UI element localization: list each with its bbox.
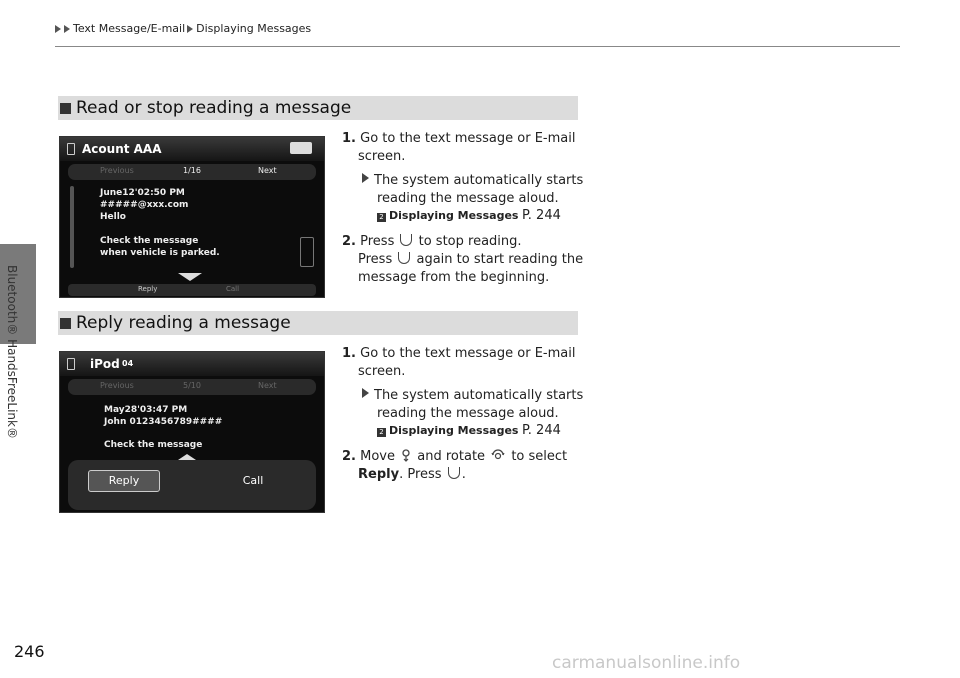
press-button-icon [400, 234, 412, 246]
breadcrumb-arrow-icon [64, 25, 70, 33]
step-1 [342, 345, 575, 363]
step-2 [342, 233, 522, 251]
step-text: to stop reading. [418, 234, 522, 249]
screen-image [59, 351, 325, 513]
step-text: Press [360, 234, 395, 249]
step-text-line [358, 251, 583, 269]
message-tabs [68, 379, 316, 395]
cross-reference[interactable] [377, 423, 561, 438]
side-button-icon [300, 237, 314, 267]
step-text: and rotate [417, 449, 486, 464]
step-text: Go to the text message or E-mail [360, 346, 576, 361]
message-body: Check the message [104, 440, 203, 450]
breadcrumb-item[interactable]: Text Message/E-mail [73, 22, 186, 35]
step-text: Go to the text message or E-mail [360, 131, 576, 146]
section-heading [58, 311, 578, 335]
result-text: reading the message aloud. [377, 191, 559, 206]
breadcrumb-arrow-icon [187, 25, 193, 33]
message-subject: Hello [100, 212, 126, 222]
tab-previous: Previous [100, 166, 134, 175]
reference-title: Displaying Messages [389, 424, 519, 437]
press-button-icon [398, 252, 410, 264]
message-tabs [68, 164, 316, 180]
rotate-knob-icon [491, 448, 505, 462]
phone-icon [67, 358, 75, 370]
result-arrow-icon [362, 388, 369, 398]
step-number: 1. [342, 346, 356, 361]
breadcrumb [55, 22, 313, 35]
heading-bullet-icon [60, 318, 71, 329]
chapter-label: Bluetooth® HandsFreeLink® [5, 265, 19, 439]
reference-icon: 2 [377, 213, 386, 222]
down-arrow-icon [178, 273, 202, 281]
step-text: . Press [399, 467, 442, 482]
result-text: reading the message aloud. [377, 406, 559, 421]
tab-previous: Previous [100, 381, 134, 390]
bluetooth-signal-icon [290, 142, 312, 154]
step-text: to select [511, 449, 568, 464]
page-number: 246 [14, 642, 45, 661]
cross-reference[interactable] [377, 208, 561, 223]
phone-icon [67, 143, 75, 155]
reference-page: P. 244 [521, 208, 561, 223]
reference-icon: 2 [377, 428, 386, 437]
header-divider [55, 46, 900, 47]
step-text: screen. [358, 364, 406, 379]
step-text: message from the beginning. [358, 270, 550, 285]
move-down-icon [401, 448, 411, 462]
bottom-bar [68, 284, 316, 296]
tab-next: Next [258, 381, 277, 390]
step-text: . [461, 467, 466, 482]
step-text: screen. [358, 149, 406, 164]
message-date: June12'02:50 PM [100, 188, 185, 198]
result-arrow-icon [362, 173, 369, 183]
screen-title: Acount AAA [82, 142, 162, 156]
step-number: 2. [342, 449, 356, 464]
call-button: Call [242, 474, 264, 487]
heading-bullet-icon [60, 103, 71, 114]
breadcrumb-item[interactable]: Displaying Messages [196, 22, 312, 35]
message-body: when vehicle is parked. [100, 248, 220, 258]
reference-page: P. 244 [521, 423, 561, 438]
reply-button: Reply [138, 285, 158, 293]
reference-title: Displaying Messages [389, 209, 519, 222]
result-text: The system automatically starts [374, 173, 584, 188]
message-date: May28'03:47 PM [104, 405, 188, 415]
watermark: carmanualsonline.info [552, 653, 741, 673]
result-note [362, 172, 583, 190]
step-number: 1. [342, 131, 356, 146]
result-text: The system automatically starts [374, 388, 584, 403]
step-text: Move [360, 449, 395, 464]
screen-badge: 04 [122, 359, 134, 368]
section-heading-text: Read or stop reading a message [76, 98, 352, 118]
call-button: Call [226, 285, 240, 293]
breadcrumb-arrow-icon [55, 25, 61, 33]
section-heading-text: Reply reading a message [76, 313, 291, 333]
message-sender: #####@xxx.com [100, 200, 189, 210]
press-button-icon [448, 467, 460, 479]
section-heading [58, 96, 578, 120]
screen-image [59, 136, 325, 298]
tab-next: Next [258, 166, 277, 175]
step-text: again to start reading the [416, 252, 584, 267]
ui-term: Reply [358, 467, 400, 482]
step-text-line [358, 466, 466, 484]
step-1 [342, 130, 575, 148]
reply-button: Reply [88, 470, 160, 492]
scrollbar [70, 186, 74, 268]
step-number: 2. [342, 234, 356, 249]
tab-count: 1/16 [183, 166, 201, 175]
step-text: Press [358, 252, 393, 267]
message-sender: John 0123456789#### [104, 417, 223, 427]
tab-count: 5/10 [183, 381, 201, 390]
screen-title: iPod [90, 357, 120, 371]
message-body: Check the message [100, 236, 199, 246]
result-note [362, 387, 583, 405]
step-2 [342, 448, 567, 466]
